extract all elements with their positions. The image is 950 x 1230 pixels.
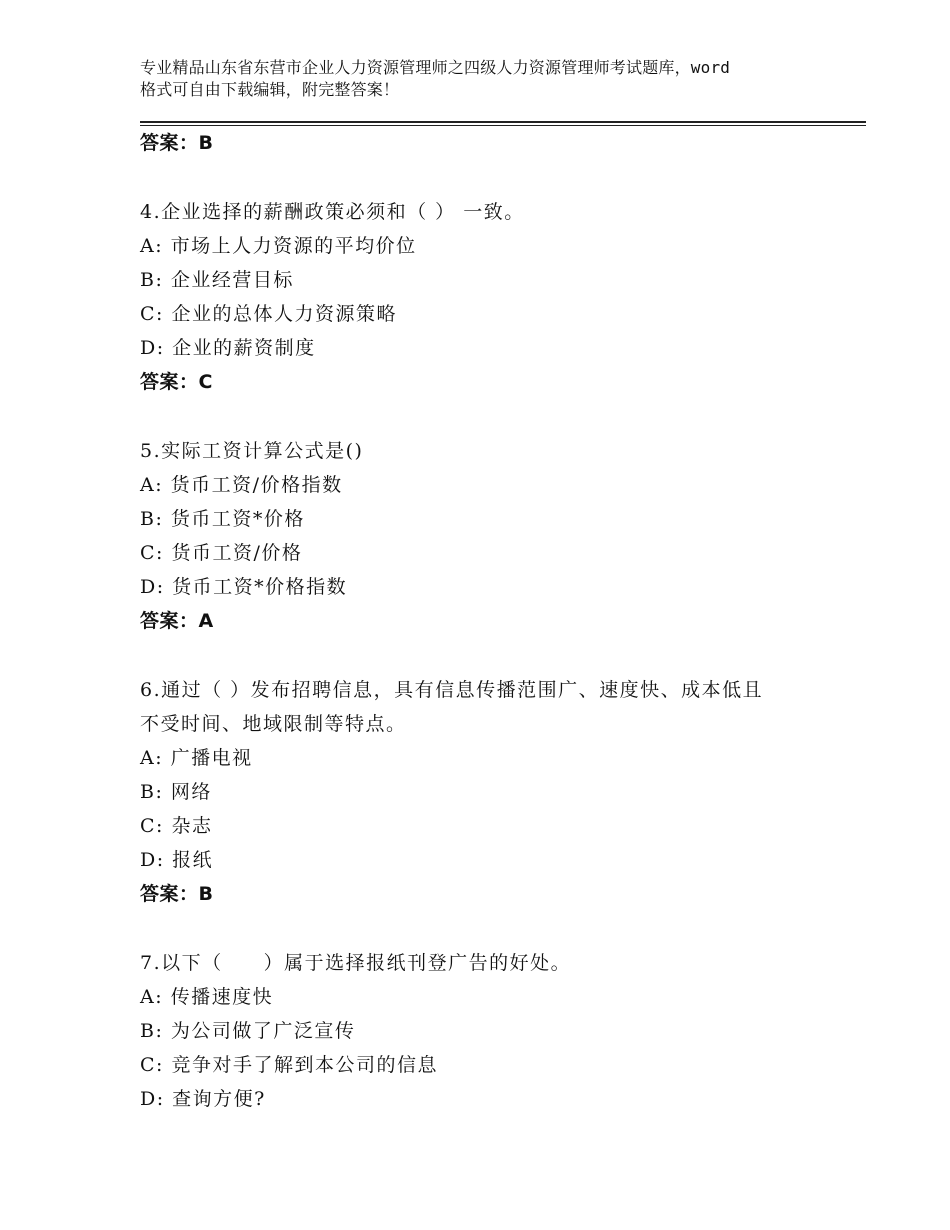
question-5-stem: 5.实际工资计算公式是() [140, 440, 364, 462]
document-header [140, 57, 840, 101]
question-4-option-a: A: 市场上人力资源的平均价位 [140, 235, 417, 257]
question-5-option-a: A: 货币工资/价格指数 [140, 474, 343, 496]
header-divider-thick [140, 121, 866, 123]
question-5-option-c: C: 货币工资/价格 [140, 542, 303, 564]
question-6-option-b: B: 网络 [140, 781, 212, 803]
question-4-option-c: C: 企业的总体人力资源策略 [140, 303, 397, 325]
question-6-option-c: C: 杂志 [140, 815, 213, 837]
question-7-option-a: A: 传播速度快 [140, 986, 274, 1008]
question-4-option-b: B: 企业经营目标 [140, 269, 294, 291]
question-7-option-c: C: 竞争对手了解到本公司的信息 [140, 1054, 438, 1076]
question-6-stem-line-2: 不受时间、地域限制等特点。 [140, 713, 407, 735]
question-4-stem: 4.企业选择的薪酬政策必须和（ ） 一致。 [140, 201, 525, 223]
question-4-answer: 答案：C [140, 371, 213, 393]
question-6-option-d: D: 报纸 [140, 849, 214, 871]
question-7-option-d: D: 查询方便? [140, 1088, 266, 1110]
question-6-answer: 答案：B [140, 883, 214, 905]
question-7-option-b: B: 为公司做了广泛宣传 [140, 1020, 356, 1042]
previous-answer: 答案：B [140, 132, 214, 154]
question-7-stem: 7.以下（ ）属于选择报纸刊登广告的好处。 [140, 952, 572, 974]
question-5-option-d: D: 货币工资*价格指数 [140, 576, 348, 598]
question-6-option-a: A: 广播电视 [140, 747, 253, 769]
question-5-option-b: B: 货币工资*价格 [140, 508, 305, 530]
header-divider-thin [140, 125, 866, 126]
question-6-stem-line-1: 6.通过（ ）发布招聘信息，具有信息传播范围广、速度快、成本低且 [140, 679, 764, 701]
header-title-line-2: 格式可自由下载编辑，附完整答案！ [140, 80, 400, 99]
question-4-option-d: D: 企业的薪资制度 [140, 337, 316, 359]
question-5-answer: 答案：A [140, 610, 214, 632]
header-title-line-1: 专业精品山东省东营市企业人力资源管理师之四级人力资源管理师考试题库，word [140, 58, 731, 77]
